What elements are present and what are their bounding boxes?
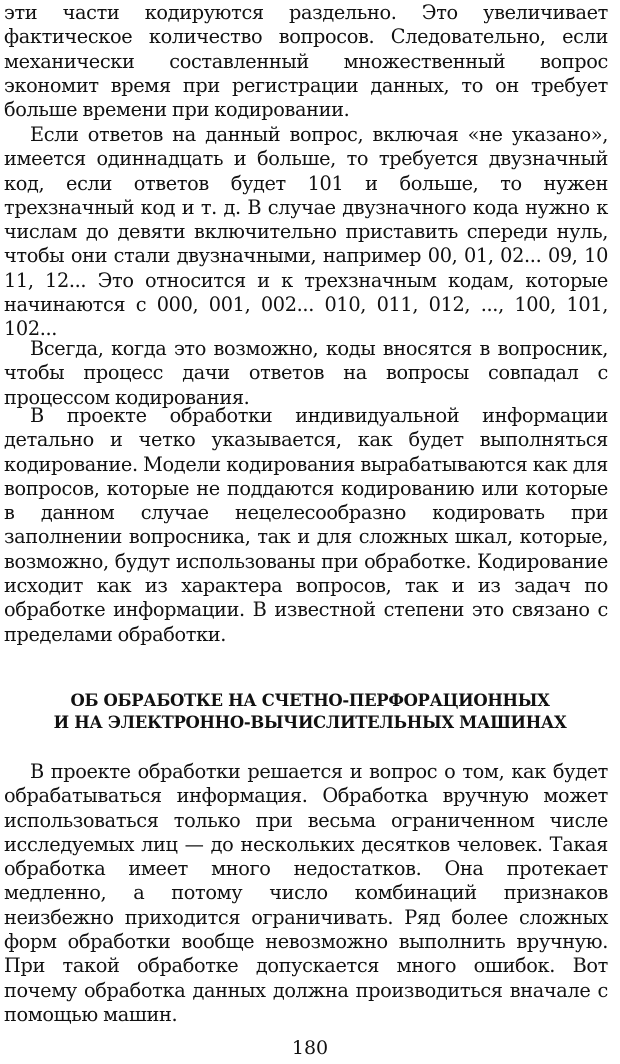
paragraph-continuation: эти части кодируются раздельно. Это увеличивает фактическое количество вопросов. Следовательно, если механически составленный множественный вопрос экономит время при регистрации данных, то он требует больше времени при кодировании. [4, 1, 608, 122]
section-heading-line-1: ОБ ОБРАБОТКЕ НА СЧЕТНО-ПЕРФОРАЦИОННЫХ [70, 691, 550, 710]
paragraph-codes-in-questionnaire: Всегда, когда это возможно, коды вносятся в вопросник, чтобы процесс дачи ответов на вопросы совпадал с процессом кодирования. [4, 337, 608, 409]
section-heading-line-2: И НА ЭЛЕКТРОННО-ВЫЧИСЛИТЕЛЬНЫХ МАШИНАХ [53, 713, 567, 732]
paragraph-coding-project: В проекте обработки индивидуальной информации детально и четко указывается, как будет выполняться кодирование. Модели кодирования вырабатываются как для вопросов, которые не поддаются кодированию или которые в данном случае нецелесообразно кодировать при заполнении вопросника, так и для сложных шкал, которые, возможно, будут использованы при обработке. Кодирование исходит как из характера вопросов, так и из задач по обработке информации. В известной степени это связано с пределами обработки. [4, 404, 608, 646]
page-number: 180 [291, 1037, 329, 1059]
paragraph-machine-processing: В проекте обработки решается и вопрос о том, как будет обрабатываться информация. Обработка вручную может использоваться только при весьма ограниченном числе исследуемых лиц — до нескольких десятков человек. Такая обработка имеет много недостатков. Она протекает медленно, а потому число комбинаций признаков неизбежно приходится ограничивать. Ряд более сложных форм обработки вообще невозможно выполнить вручную. При такой обработке допускается много ошибок. Вот почему обработка данных должна производиться вначале с помощью машин. [4, 760, 608, 1026]
section-heading [0, 690, 620, 734]
paragraph-code-digits: Если ответов на данный вопрос, включая «не указано», имеется одиннадцать и больше, то требуется двузначный код, если ответов будет 101 и больше, то нужен трехзначный код и т. д. В случае двузначного кода нужно к числам до девяти включительно приставить спереди нуль, чтобы они стали двузначными, например 00, 01, 02... 09, 10 11, 12... Это относится и к трехзначным кодам, которые начинаются с 000, 001, 002... 010, 011, 012, ..., 100, 101, 102... [4, 123, 608, 341]
